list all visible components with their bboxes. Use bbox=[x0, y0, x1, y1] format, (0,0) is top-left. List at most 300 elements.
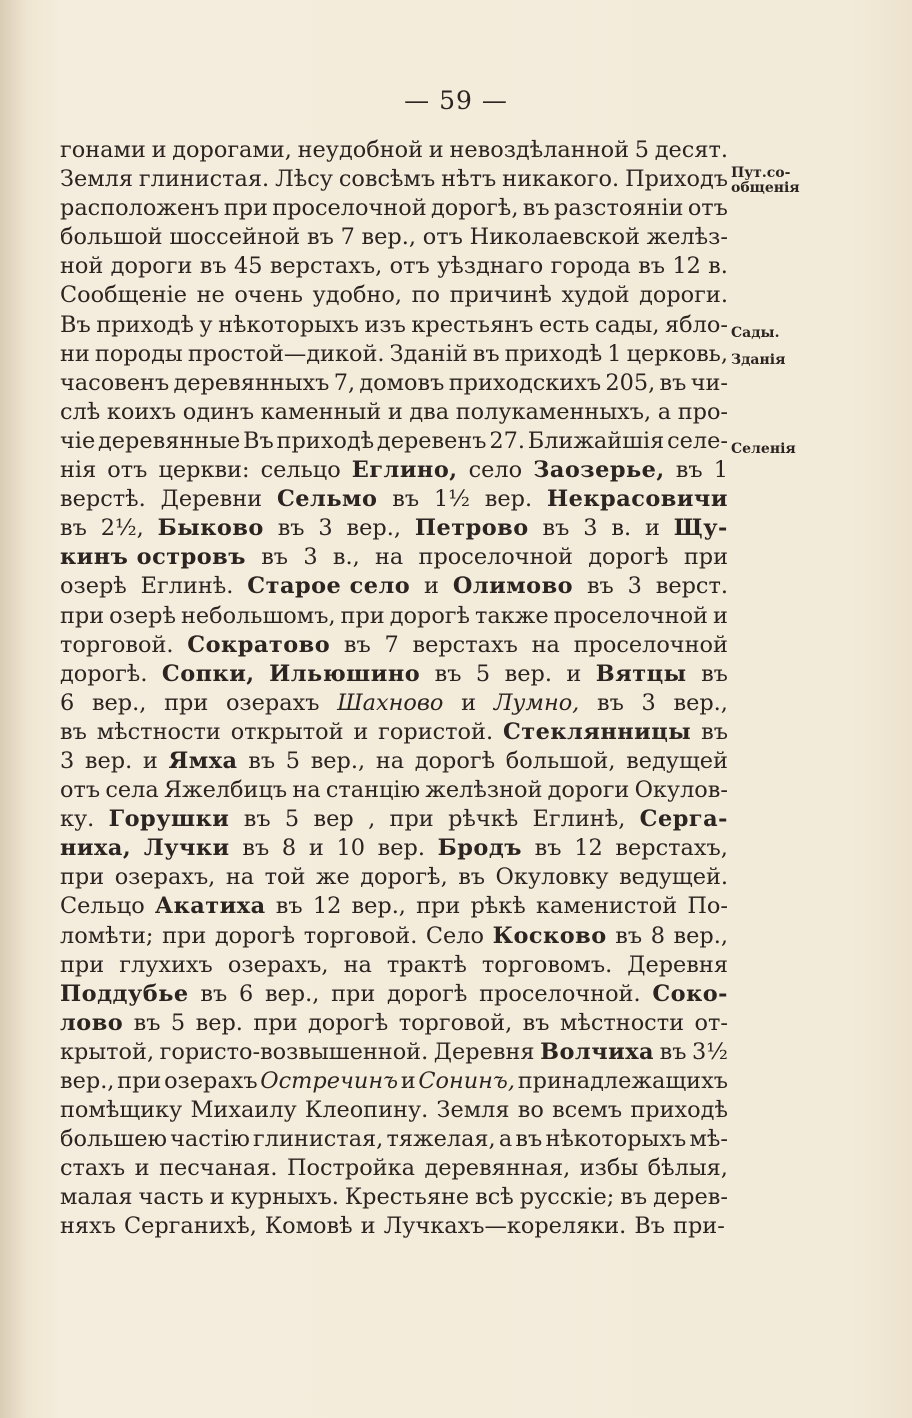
word: тяжелая, bbox=[386, 1126, 496, 1153]
word: избы bbox=[579, 1155, 639, 1182]
word: Лѣсу bbox=[275, 166, 333, 193]
text-line bbox=[60, 863, 728, 892]
word: въ bbox=[472, 340, 500, 367]
word: желѣзной bbox=[425, 777, 543, 804]
word: при bbox=[60, 951, 105, 978]
word: Въ bbox=[243, 427, 274, 454]
text-line bbox=[60, 1038, 728, 1067]
word: и bbox=[566, 660, 582, 687]
word: 8 bbox=[281, 835, 297, 862]
word: стахъ bbox=[60, 1155, 126, 1182]
word: два bbox=[409, 398, 450, 425]
word: въ bbox=[261, 544, 289, 571]
word: малая bbox=[60, 1184, 133, 1211]
word: часть bbox=[138, 1184, 204, 1211]
place-name: Сельмо bbox=[276, 486, 378, 513]
word: 5 bbox=[475, 660, 491, 687]
word: каменный bbox=[260, 398, 382, 425]
word: нѣкоторыхъ bbox=[218, 311, 359, 338]
word: дорогѣ bbox=[307, 1009, 389, 1036]
word: ни bbox=[60, 340, 90, 367]
word: мѣ- bbox=[689, 1126, 728, 1153]
word: при bbox=[416, 893, 461, 920]
word: всемъ bbox=[552, 1097, 623, 1124]
word: есть bbox=[538, 311, 590, 338]
word: и bbox=[644, 515, 660, 542]
place-name: Сопки, bbox=[161, 660, 255, 687]
word: удобно, bbox=[312, 282, 403, 309]
word: вер., bbox=[60, 1068, 115, 1094]
word: рѣкѣ bbox=[470, 893, 526, 920]
word: въ bbox=[200, 980, 228, 1007]
word: Земля bbox=[60, 166, 133, 193]
text-line bbox=[60, 1183, 728, 1212]
place-name: ниха, bbox=[60, 835, 132, 862]
word: частію bbox=[170, 1126, 250, 1153]
word: въ bbox=[277, 515, 305, 542]
word: Остречинъ bbox=[260, 1068, 399, 1094]
text-line bbox=[60, 311, 728, 340]
word: вер., bbox=[310, 747, 366, 774]
place-name: Быково bbox=[157, 515, 264, 542]
word: каменистой bbox=[535, 893, 678, 920]
word: въ bbox=[60, 718, 87, 745]
word: одинъ bbox=[182, 398, 255, 425]
word: 1½ bbox=[433, 486, 470, 513]
word: нѣтъ bbox=[441, 166, 497, 193]
word: при bbox=[331, 980, 376, 1007]
word: въ bbox=[434, 660, 462, 687]
word: верстахъ, bbox=[615, 835, 728, 862]
word: озерахъ, bbox=[114, 864, 216, 891]
word: вер., bbox=[346, 515, 401, 542]
word: Сонинъ, bbox=[418, 1068, 515, 1094]
word: шоссейной bbox=[169, 224, 301, 251]
word: небольшомъ, bbox=[180, 602, 336, 629]
word: 3 bbox=[641, 689, 656, 716]
place-name: Поддубье bbox=[60, 980, 189, 1007]
word: вер., bbox=[264, 980, 320, 1007]
word: отъ bbox=[389, 253, 430, 280]
word: 7 bbox=[384, 631, 399, 658]
word: въ bbox=[620, 1184, 648, 1211]
place-name: Ямха bbox=[168, 747, 238, 774]
word: въ bbox=[392, 486, 420, 513]
text-line bbox=[60, 223, 728, 252]
word: верстѣ. bbox=[60, 486, 146, 513]
word: въ bbox=[242, 835, 270, 862]
word: сельцо bbox=[260, 457, 341, 484]
word: Зданій bbox=[389, 340, 468, 367]
word: Деревни bbox=[160, 486, 263, 513]
word: деревянные bbox=[98, 427, 241, 454]
word: 1 bbox=[607, 340, 622, 367]
text-line bbox=[60, 718, 728, 747]
word: желѣз- bbox=[646, 224, 728, 251]
place-name: Косково bbox=[492, 922, 607, 949]
word: у bbox=[199, 311, 213, 338]
word: 5 bbox=[285, 747, 301, 774]
word: слѣ bbox=[60, 398, 101, 425]
word: про- bbox=[677, 398, 728, 425]
place-name: Ильюшино bbox=[269, 660, 421, 687]
word: Лучкахъ—кореляки. bbox=[383, 1213, 627, 1240]
word: торговой. bbox=[60, 631, 174, 658]
word: въ bbox=[248, 747, 276, 774]
word: озерахъ bbox=[164, 1068, 258, 1094]
word: чи- bbox=[690, 369, 728, 396]
text-line bbox=[60, 602, 728, 631]
word: принадлежащихъ bbox=[517, 1068, 728, 1094]
word: совсѣмъ bbox=[338, 166, 436, 193]
word: Постройка bbox=[286, 1155, 415, 1182]
word: въ bbox=[534, 835, 562, 862]
word: Окуловку bbox=[495, 864, 609, 891]
word: , bbox=[368, 806, 376, 833]
place-name: Олимово bbox=[452, 573, 574, 600]
place-name: Заозерье, bbox=[533, 457, 665, 484]
word: при bbox=[253, 1009, 298, 1036]
word: невоздѣланной bbox=[449, 137, 630, 163]
word: вер., bbox=[361, 224, 416, 251]
word: По- bbox=[687, 893, 728, 920]
word: вер. bbox=[504, 660, 552, 687]
word: 10 bbox=[336, 835, 365, 862]
word: от- bbox=[694, 1009, 728, 1036]
word: большой, bbox=[505, 747, 616, 774]
word: озерѣ bbox=[60, 573, 127, 600]
word: той bbox=[264, 864, 306, 891]
word: Лумно, bbox=[493, 689, 580, 716]
word: коихъ bbox=[106, 398, 177, 425]
word: простой—дикой. bbox=[187, 340, 385, 367]
word: рѣчкѣ bbox=[448, 806, 519, 833]
word: разстояніи bbox=[554, 195, 684, 222]
word: никакого. bbox=[502, 166, 620, 193]
text-line bbox=[60, 1125, 728, 1154]
word: Серганихѣ, bbox=[123, 1213, 257, 1240]
word: большею bbox=[60, 1126, 167, 1153]
word: церковь, bbox=[626, 340, 728, 367]
word: глинистая. bbox=[138, 166, 270, 193]
word: и bbox=[360, 1213, 376, 1240]
text-line bbox=[60, 1212, 728, 1241]
word: въ bbox=[199, 253, 227, 280]
word: изъ bbox=[364, 311, 406, 338]
word: сады, bbox=[594, 311, 660, 338]
text-line bbox=[60, 340, 728, 369]
word: въ bbox=[597, 689, 624, 716]
word: дорогѣ bbox=[389, 602, 471, 629]
word: а bbox=[657, 398, 672, 425]
text-line bbox=[60, 922, 728, 951]
text-line bbox=[60, 252, 728, 281]
word: Приходъ bbox=[625, 166, 728, 193]
word: Въ bbox=[60, 311, 91, 338]
word: Шахново bbox=[337, 689, 444, 716]
word: помѣщику bbox=[60, 1097, 183, 1124]
word: отъ bbox=[107, 457, 148, 484]
text-line bbox=[60, 427, 728, 456]
word: же bbox=[315, 864, 350, 891]
word: на bbox=[375, 747, 405, 774]
word: въ bbox=[675, 457, 703, 484]
word: 7, bbox=[333, 369, 356, 396]
word: очень bbox=[234, 282, 303, 309]
word: деревенъ bbox=[376, 427, 487, 454]
word: 6 bbox=[60, 689, 75, 716]
word: на bbox=[374, 544, 404, 571]
word: приходѣ bbox=[96, 311, 194, 338]
word: Въ bbox=[634, 1213, 666, 1240]
word: въ bbox=[243, 806, 271, 833]
word: въ bbox=[615, 922, 643, 949]
place-name: Волчиха bbox=[540, 1038, 655, 1065]
word: при bbox=[60, 602, 105, 629]
place-name: Бродъ bbox=[437, 835, 522, 862]
word: торговой, bbox=[398, 1009, 513, 1036]
word: торговомъ. bbox=[481, 951, 613, 978]
word: въ bbox=[638, 253, 665, 280]
word: не bbox=[196, 282, 225, 309]
text-line bbox=[60, 747, 728, 776]
word: при bbox=[223, 195, 268, 222]
word: въ bbox=[343, 631, 371, 658]
word: крытой, bbox=[60, 1038, 155, 1065]
word: станцію bbox=[325, 777, 421, 804]
word: при bbox=[60, 864, 105, 891]
word: на bbox=[292, 777, 321, 804]
text-line bbox=[60, 456, 728, 485]
word: гонами bbox=[60, 137, 146, 163]
word: приходскихъ bbox=[448, 369, 602, 396]
word: и bbox=[134, 1155, 150, 1182]
word: Крестьяне bbox=[344, 1184, 470, 1211]
place-name: Сократово bbox=[187, 631, 331, 658]
word: деревянныхъ bbox=[173, 369, 330, 396]
word: 27. bbox=[489, 427, 525, 454]
word: вер. bbox=[377, 835, 425, 862]
word: села bbox=[105, 777, 159, 804]
word: Комовѣ bbox=[264, 1213, 353, 1240]
text-line bbox=[60, 951, 728, 980]
place-name: Старое село bbox=[247, 573, 411, 600]
text-line bbox=[60, 1096, 728, 1125]
word: и bbox=[424, 573, 439, 600]
text-line bbox=[60, 660, 728, 689]
word: причинѣ bbox=[449, 282, 552, 309]
word: дороги bbox=[547, 777, 630, 804]
word: отъ bbox=[60, 777, 101, 804]
word: дорогѣ, bbox=[360, 864, 448, 891]
text-line bbox=[60, 689, 728, 718]
word: бѣлыя, bbox=[647, 1155, 728, 1182]
word: в. bbox=[708, 253, 728, 280]
word: нія bbox=[60, 457, 97, 484]
word: 12 bbox=[574, 835, 603, 862]
word: крестьянъ bbox=[411, 311, 534, 338]
word: ломѣти; bbox=[60, 922, 154, 949]
word: при bbox=[117, 1068, 162, 1094]
word: въ bbox=[522, 1009, 550, 1036]
word: 12 bbox=[672, 253, 701, 280]
word: озерахъ bbox=[225, 689, 320, 716]
word: 3 bbox=[583, 515, 598, 542]
place-name: Соко- bbox=[652, 980, 728, 1007]
word: вер. bbox=[84, 747, 133, 774]
word: дороги bbox=[110, 253, 193, 280]
word: проселочной bbox=[553, 602, 708, 629]
text-line bbox=[60, 572, 728, 601]
word: въ bbox=[275, 893, 303, 920]
word: 6 bbox=[238, 980, 254, 1007]
text-line bbox=[60, 281, 728, 310]
text-line bbox=[60, 543, 728, 572]
word: и bbox=[209, 1184, 225, 1211]
word: приходѣ bbox=[276, 427, 375, 454]
word: при bbox=[389, 806, 434, 833]
word: озерѣ bbox=[109, 602, 176, 629]
word: Еглинѣ. bbox=[140, 573, 234, 600]
word: дорогѣ bbox=[414, 747, 496, 774]
place-name: Еглино, bbox=[351, 457, 458, 484]
word: при bbox=[164, 689, 209, 716]
text-line bbox=[60, 165, 728, 194]
word: и bbox=[712, 602, 728, 629]
word: Яжелбицъ bbox=[163, 777, 288, 804]
word: 3 bbox=[318, 515, 333, 542]
word: проселочной bbox=[272, 195, 427, 222]
word: а bbox=[498, 1126, 513, 1153]
word: Окулов- bbox=[634, 777, 728, 804]
word: 3 bbox=[627, 573, 642, 600]
word: приходѣ bbox=[630, 1097, 728, 1124]
word: на bbox=[343, 951, 372, 978]
word: по bbox=[411, 282, 440, 309]
place-name: Горушки bbox=[108, 806, 230, 833]
word: и bbox=[387, 398, 403, 425]
word: въ bbox=[659, 369, 687, 396]
word: породы bbox=[94, 340, 183, 367]
margin-note-communications: Пут.со- общенія bbox=[731, 165, 800, 196]
word: селе- bbox=[667, 427, 728, 454]
word: нѣкоторыхъ bbox=[545, 1126, 687, 1153]
word: дорогѣ bbox=[214, 922, 296, 949]
word: Деревня bbox=[627, 951, 728, 978]
word: проселочной bbox=[573, 631, 728, 658]
word: Село bbox=[425, 922, 485, 949]
word: домовъ bbox=[359, 369, 445, 396]
word: курныхъ. bbox=[230, 1184, 339, 1211]
word: въ bbox=[701, 660, 728, 687]
word: худой bbox=[561, 282, 630, 309]
word: при bbox=[683, 544, 728, 571]
word: часовенъ bbox=[60, 369, 170, 396]
word: большой bbox=[60, 224, 163, 251]
text-line bbox=[60, 776, 728, 805]
word: вер bbox=[313, 806, 354, 833]
word: вер., bbox=[351, 893, 406, 920]
word: дорогами, bbox=[172, 137, 292, 163]
word: Земля bbox=[436, 1097, 510, 1124]
word: десят. bbox=[654, 137, 728, 163]
margin-note-gardens: Сады. bbox=[731, 325, 780, 341]
word: Михаилу bbox=[190, 1097, 297, 1124]
word: на bbox=[531, 631, 560, 658]
word: торговой. bbox=[303, 922, 418, 949]
place-name: Акатиха bbox=[154, 893, 266, 920]
text-line bbox=[60, 398, 728, 427]
margin-note-settlements: Селенія bbox=[731, 441, 796, 457]
word: 5 bbox=[284, 806, 300, 833]
word: всѣ bbox=[475, 1184, 514, 1211]
text-line bbox=[60, 136, 728, 165]
margin-note-buildings: Зданія bbox=[731, 352, 786, 368]
word: дорогѣ bbox=[588, 544, 669, 571]
word: въ bbox=[522, 195, 550, 222]
place-name: Вятцы bbox=[595, 660, 687, 687]
place-name: Стеклянницы bbox=[502, 718, 692, 745]
word: 5 bbox=[634, 137, 650, 163]
word: верстахъ bbox=[412, 631, 518, 658]
word: в., bbox=[332, 544, 360, 571]
word: въ bbox=[515, 1126, 543, 1153]
place-name: Петрово bbox=[414, 515, 529, 542]
place-name: лово bbox=[60, 1009, 124, 1036]
place-name: кинъ островъ bbox=[60, 544, 246, 571]
word: во bbox=[517, 1097, 544, 1124]
text-line bbox=[60, 1009, 728, 1038]
word: деревянная, bbox=[424, 1155, 571, 1182]
word: и bbox=[142, 747, 158, 774]
word: и bbox=[151, 137, 167, 163]
word: песчаная. bbox=[159, 1155, 278, 1182]
word: уѣзднаго bbox=[437, 253, 544, 280]
word: 3½ bbox=[692, 1038, 728, 1065]
place-name: Лучки bbox=[143, 835, 230, 862]
word: полукаменныхъ, bbox=[455, 398, 652, 425]
word: расположенъ bbox=[60, 195, 220, 222]
word: ку. bbox=[60, 806, 95, 833]
word: въ bbox=[586, 573, 614, 600]
word: село bbox=[468, 457, 523, 484]
word: озерахъ, bbox=[227, 951, 329, 978]
word: вер., bbox=[673, 922, 728, 949]
word: гористо-возвышенной. bbox=[159, 1038, 429, 1065]
word: проселочной bbox=[418, 544, 573, 571]
word: въ bbox=[659, 1038, 687, 1065]
word: на bbox=[225, 864, 255, 891]
word: вер. bbox=[195, 1009, 243, 1036]
text-line bbox=[60, 1154, 728, 1183]
word: трактѣ bbox=[386, 951, 467, 978]
word: 5 bbox=[170, 1009, 186, 1036]
word: въ bbox=[542, 515, 570, 542]
text-line bbox=[60, 980, 728, 1009]
word: въ bbox=[306, 224, 334, 251]
word: въ bbox=[133, 1009, 161, 1036]
text-line bbox=[60, 892, 728, 921]
word: 12 bbox=[312, 893, 342, 920]
word: также bbox=[475, 602, 549, 629]
word: открытой bbox=[230, 718, 344, 745]
place-name: Серга- bbox=[639, 806, 728, 833]
word: Деревня bbox=[433, 1038, 535, 1065]
word: отъ bbox=[422, 224, 463, 251]
body-text bbox=[60, 136, 728, 1242]
word: вер., bbox=[91, 689, 147, 716]
text-line bbox=[60, 631, 728, 660]
